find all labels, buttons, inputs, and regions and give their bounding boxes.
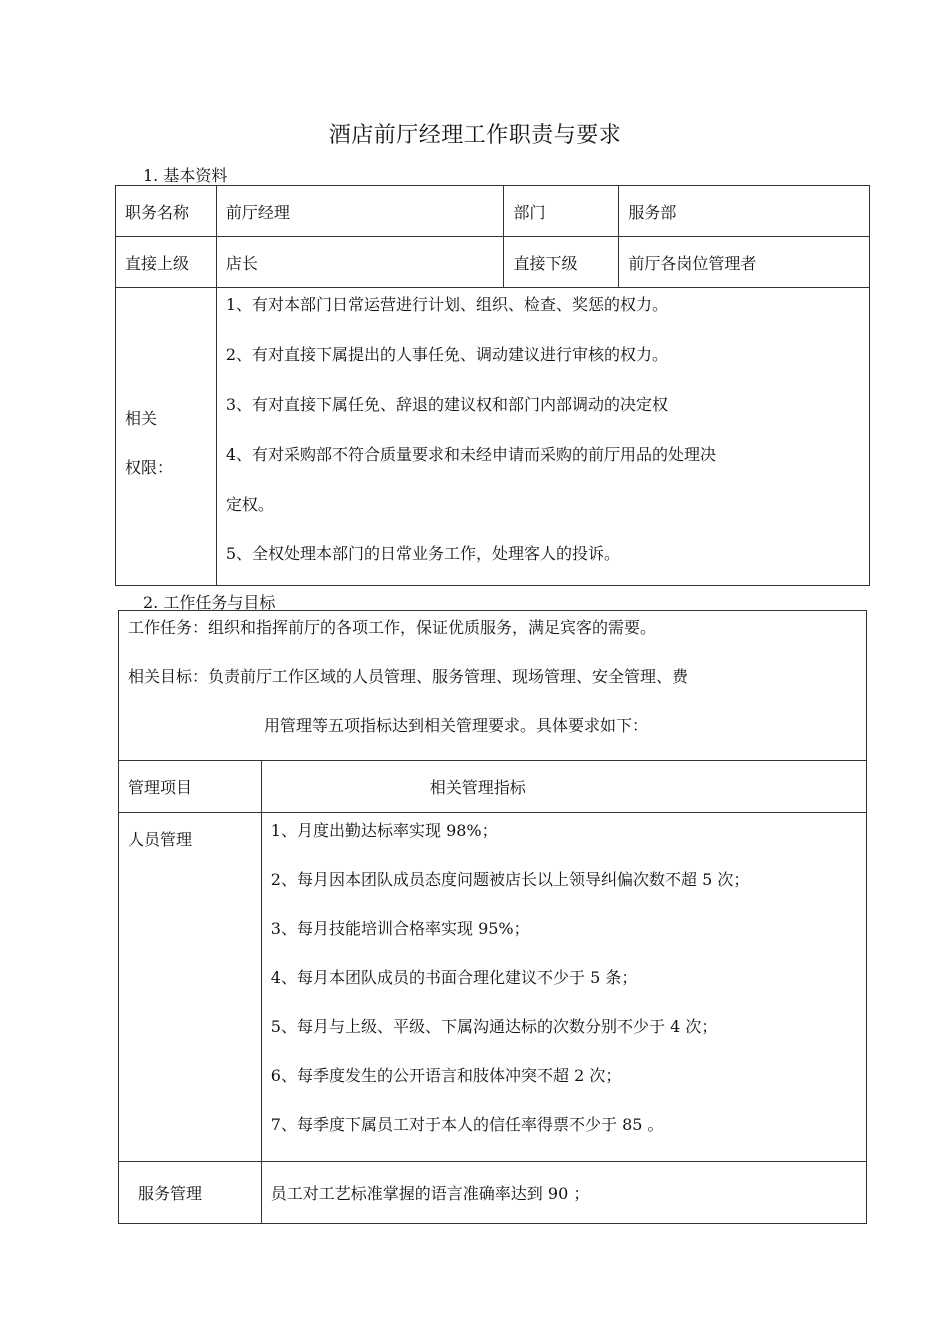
section-1-heading: 1. 基本资料	[143, 166, 228, 185]
list-item: 6、每季度发生的公开语言和肢体冲突不超 2 次；	[270, 1066, 622, 1085]
personnel-label: 人员管理	[128, 830, 193, 849]
personnel-label-cell	[119, 813, 262, 1162]
tasks-goals-table	[118, 610, 867, 1224]
rights-label-line-2: 权限：	[125, 458, 174, 477]
personnel-items-cell	[261, 813, 866, 1162]
department-value: 服务部	[619, 186, 870, 237]
subordinate-label: 直接下级	[504, 237, 619, 288]
supervisor-value: 店长	[216, 237, 504, 288]
job-title-label: 职务名称	[116, 186, 217, 237]
list-item: 3、每月技能培训合格率实现 95%；	[270, 919, 530, 938]
supervisor-label: 直接上级	[116, 237, 217, 288]
service-item: 员工对工艺标准掌握的语言准确率达到 90 ；	[261, 1162, 866, 1224]
list-item: 5、每月与上级、平级、下属沟通达标的次数分别不少于 4 次；	[270, 1017, 718, 1036]
rights-content-cell	[216, 288, 869, 586]
rights-item: 定权。	[225, 495, 274, 514]
related-goal-text-cont: 用管理等五项指标达到相关管理要求。具体要求如下：	[264, 716, 649, 735]
table-row	[119, 611, 867, 761]
work-task-text: 工作任务：组织和指挥前厅的各项工作，保证优质服务，满足宾客的需要。	[128, 618, 657, 637]
table-row	[116, 186, 870, 237]
table-row	[119, 1162, 867, 1224]
rights-item: 1、有对本部门日常运营进行计划、组织、检查、奖惩的权力。	[225, 295, 669, 314]
page-title: 酒店前厅经理工作职责与要求	[328, 123, 622, 148]
table-row	[119, 761, 867, 813]
table-row	[116, 237, 870, 288]
column-header-index: 相关管理指标	[261, 761, 866, 813]
list-item: 4、每月本团队成员的书面合理化建议不少于 5 条；	[270, 968, 638, 987]
rights-item: 3、有对直接下属任免、辞退的建议权和部门内部调动的决定权	[225, 395, 669, 414]
rights-label-line-1: 相关	[125, 409, 158, 428]
service-label: 服务管理	[119, 1162, 262, 1224]
basic-info-table	[115, 185, 870, 586]
list-item: 2、每月因本团队成员态度问题被店长以上领导纠偏次数不超 5 次；	[270, 870, 750, 889]
list-item: 1、月度出勤达标率实现 98%；	[270, 821, 498, 840]
list-item: 7、每季度下属员工对于本人的信任率得票不少于 85 。	[270, 1115, 664, 1134]
column-header-item: 管理项目	[119, 761, 262, 813]
subordinate-value: 前厅各岗位管理者	[619, 237, 870, 288]
table-row	[116, 288, 870, 586]
rights-item: 4、有对采购部不符合质量要求和未经申请而采购的前厅用品的处理决	[225, 445, 717, 464]
department-label: 部门	[504, 186, 619, 237]
table-row	[119, 813, 867, 1162]
related-goal-text: 相关目标：负责前厅工作区域的人员管理、服务管理、现场管理、安全管理、费	[128, 667, 689, 686]
job-title-value: 前厅经理	[216, 186, 504, 237]
rights-item: 2、有对直接下属提出的人事任免、调动建议进行审核的权力。	[225, 345, 669, 364]
section-2-heading: 2. 工作任务与目标	[143, 593, 276, 612]
rights-item: 5、全权处理本部门的日常业务工作，处理客人的投诉。	[225, 544, 621, 563]
task-goal-cell	[119, 611, 867, 761]
rights-label-cell	[116, 288, 217, 586]
